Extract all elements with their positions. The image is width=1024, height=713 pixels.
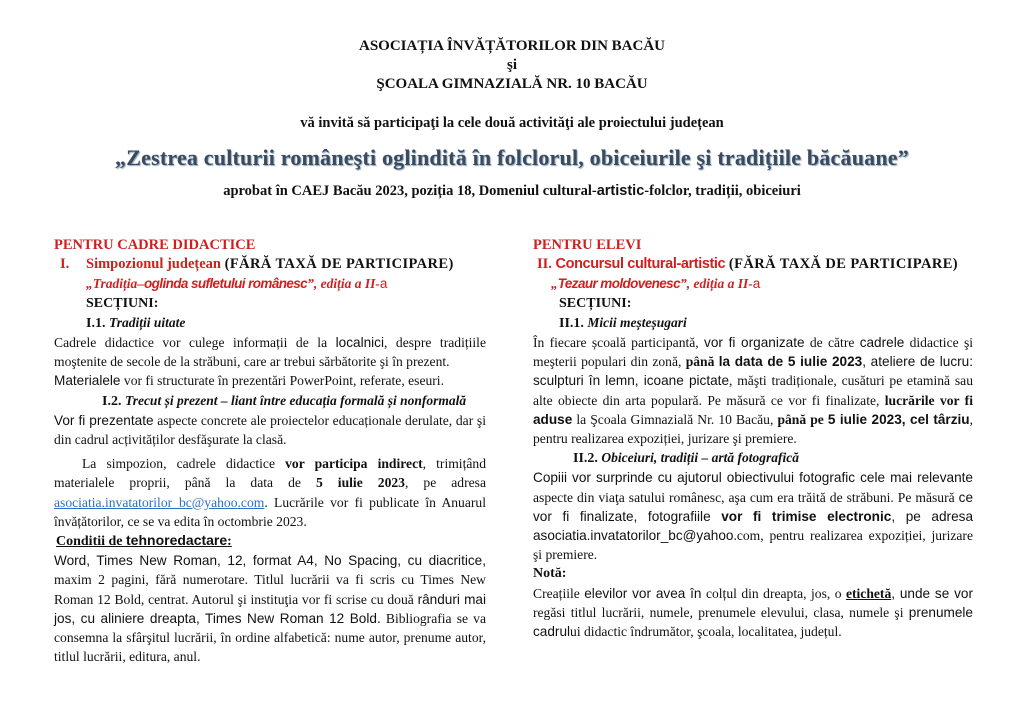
formatting-conditions-text (54, 551, 486, 666)
formatting-conditions-heading (54, 531, 486, 551)
subsection-1-heading (54, 313, 486, 333)
text-run: până (685, 354, 719, 370)
email-text: , pe adresa asociatia.invatatorilor_bc@yahoo (533, 508, 973, 544)
text-run: cadrele (859, 335, 905, 351)
sections-label: SECȚIUNI: (86, 295, 159, 311)
text-run: Copiii vor surprinde cu ajutorul obiectivului fotografic cele mai relevante (533, 470, 973, 486)
text-run: vor participa indirect (285, 456, 423, 472)
sections-label: SECȚIUNI: (559, 295, 632, 311)
text-run: , pentru realizarea expoziției, jurizare şi premiere. (533, 411, 974, 447)
note-label: Notă: (533, 566, 567, 582)
text-run: de către (804, 335, 860, 351)
text-run: , unde se vor (891, 585, 973, 601)
item-fee: (FĂRĂ TAXĂ DE PARTICIPARE) (728, 256, 958, 273)
item-fee: (FĂRĂ TAXĂ DE PARTICIPARE) (224, 256, 454, 273)
project-title: „Zestrea culturii româneşti oglindită în folclorul, obiceiurile şi tradițiile băcăuane” (115, 145, 909, 170)
deadline: la data de 5 iulie 2023 (718, 354, 863, 370)
subsection-title: Obiceiuri, tradiții – artă fotografică (601, 450, 800, 466)
subsection-number: II.1. (559, 315, 584, 331)
subsection-1-text (54, 333, 486, 371)
text-run: lucrările vor fi (884, 392, 973, 408)
note-text (533, 584, 973, 642)
symposium-heading (54, 255, 486, 274)
text-run: , despre tradițiile moştenite de secole de la străbuni, care ar trebui sărbătorite şi în prezent. (54, 335, 486, 370)
text-run: La simpozion, cadrele didactice (82, 456, 286, 472)
text-run: aduse (533, 411, 573, 427)
text-run: ce vor fi finalizate, fotografiile (533, 489, 973, 524)
text-run: .com, pentru realizarea expoziției, jurizare şi premiere. (533, 528, 973, 563)
text-run: tehnoredactare (126, 532, 228, 549)
subsection-1-text (533, 333, 973, 448)
email-link[interactable]: asociatia.invatatorilor_bc@yahoo.com (54, 494, 265, 510)
section-title-teachers: PENTRU CADRE DIDACTICE (54, 237, 256, 253)
text-run: În fiecare școală participantă, (533, 335, 705, 351)
subsection-title: Trecut și prezent – liant între educația formală și nonformală (124, 392, 467, 408)
text-run: până pe (777, 411, 828, 427)
subtitle-edition-suffix: a (752, 276, 761, 292)
text-run: Cadrele didactice vor culege informații de la (54, 335, 336, 351)
text-run: : (227, 534, 232, 550)
approval-artistic: artistic (596, 183, 645, 199)
teachers-column (54, 236, 486, 666)
deadline: 5 iulie 2023, cel târziu (827, 411, 970, 427)
text-run: Conditii de (56, 534, 127, 550)
text-run: didactice şi meşterii populari din zonă, (533, 335, 974, 370)
text-run: , măşti tradiționale, cusături pe etamină sau alte obiecte din arta populară. Pe măsură ce vor fi finalizate, (533, 373, 973, 408)
subtitle-part: „ (551, 276, 558, 292)
text-run: maxim 2 pagini, fără numerotare. Titlul lucrării va fi scris cu Times New Roman 12 Bold, centrat. Autorul şi instituţia vor fi scrise cu două (54, 572, 486, 607)
section-title-students: PENTRU ELEVI (533, 237, 642, 253)
subtitle-edition: ”, ediția a II- (680, 276, 753, 292)
text-run: materialele proprii, (54, 475, 170, 491)
text-run: regăsi titlul lucrării, numele, prenumele elevului, clasa, numele şi (533, 604, 909, 620)
subtitle-name: oglinda sufletului românesc (144, 276, 308, 292)
item-number: II. (537, 256, 552, 273)
symposium-subtitle (54, 274, 486, 293)
subsection-2-heading (54, 391, 486, 411)
organization-name: ASOCIAȚIA ÎNVĂȚĂTORILOR DIN BACĂU (358, 38, 666, 54)
item-number: I. (60, 256, 70, 273)
text-run: Vor fi prezentate (54, 412, 154, 428)
text-run: elevilor vor avea în (584, 585, 702, 601)
deadline: 5 iulie 2023 (315, 475, 405, 491)
subsection-number: I.2. (102, 393, 122, 409)
text-run: prenumele cadrul (533, 604, 973, 640)
subsection-2-heading (533, 448, 973, 468)
text-run: aspecte concrete ale proiectelor educaționale derulate, dar şi din cadrul acțivităților desfăşurate la clasă. (54, 412, 486, 448)
text-run: vor fi organizate (704, 335, 805, 351)
contest-subtitle (533, 274, 973, 293)
approval-prefix: aprobat în CAEJ Bacău 2023, poziția 18, Domeniul cultural- (223, 183, 597, 199)
subtitle-name: Tezaur moldovenesc (557, 276, 680, 292)
label-emphasis: etichetă (845, 585, 892, 601)
item-name: Concursul cultural-artistic (555, 256, 726, 273)
text-run: , ateliere de lucru: (862, 354, 973, 370)
text-run: Word, Times New Roman, 12, format A4, No Spacing, cu diacritice, (54, 553, 486, 569)
approval-suffix: -folclor, tradiții, obiceiuri (644, 183, 801, 199)
text-run: rânduri mai jos, cu aliniere dreapta, Times New Roman 12 Bold. (54, 591, 486, 626)
contest-heading (533, 255, 973, 274)
subsection-1-materials (54, 371, 486, 390)
school-name: ŞCOALA GIMNAZIALĂ NR. 10 BACĂU (376, 76, 648, 92)
approval-line (0, 183, 1024, 200)
text-run: ui didactic îndrumător, şcoala, localitatea, județul. (570, 624, 842, 640)
text-run: Materialele (54, 373, 121, 389)
subsection-2-text (533, 468, 973, 564)
invitation-line: vă invită să participaţi la cele două activităţi ale proiectului județean (300, 115, 724, 131)
item-name: Simpozionul județean (86, 256, 221, 273)
text-run: vor fi structurate în prezentări PowerPoint, referate, eseuri. (120, 373, 444, 389)
text-run: Creațiile (533, 585, 585, 601)
text-run: la Şcoala Gimnazială Nr. 10 Bacău, (572, 411, 778, 427)
text-run: localnici (335, 335, 384, 351)
subtitle-edition: ”, ediția a II- (307, 276, 380, 292)
subsection-number: I.1. (86, 315, 106, 331)
text-run: sculpturi în lemn, icoane pictate (533, 373, 730, 389)
subsection-title: Micii meșteșugari (587, 314, 687, 330)
subsection-title: Tradiții uitate (108, 314, 186, 330)
subtitle-part: „Tradiția– (86, 276, 145, 292)
students-column (533, 236, 973, 641)
subsection-number: II.2. (573, 451, 598, 467)
text-run: , trimițând (422, 456, 486, 472)
text-run: până la data de (169, 475, 316, 491)
text-run: colțul din dreapta, jos, o (701, 585, 846, 601)
text-run: aspecte din viaţa satului românesc, aşa cum era trăită de străbuni. Pe măsură (533, 489, 959, 505)
text-run: Bibliografia se va consemna la sfârşitul lucrării, în ordine alfabetică: nume autor, prenume autor, titlul lucrării, editura, anul. (54, 610, 486, 665)
text-run: , pe adresa (404, 475, 486, 491)
subsection-1-heading (533, 313, 973, 333)
text-run: . Lucrările vor fi publicate în Anuarul învățătorilor, ce se va edita în octombrie 2023. (54, 494, 486, 529)
text-run: vor fi trimise electronic (721, 508, 892, 524)
participation-text (54, 454, 486, 531)
conjunction-and: şi (506, 57, 517, 73)
subsection-2-text (54, 411, 486, 449)
subtitle-edition-suffix: a (379, 276, 388, 292)
